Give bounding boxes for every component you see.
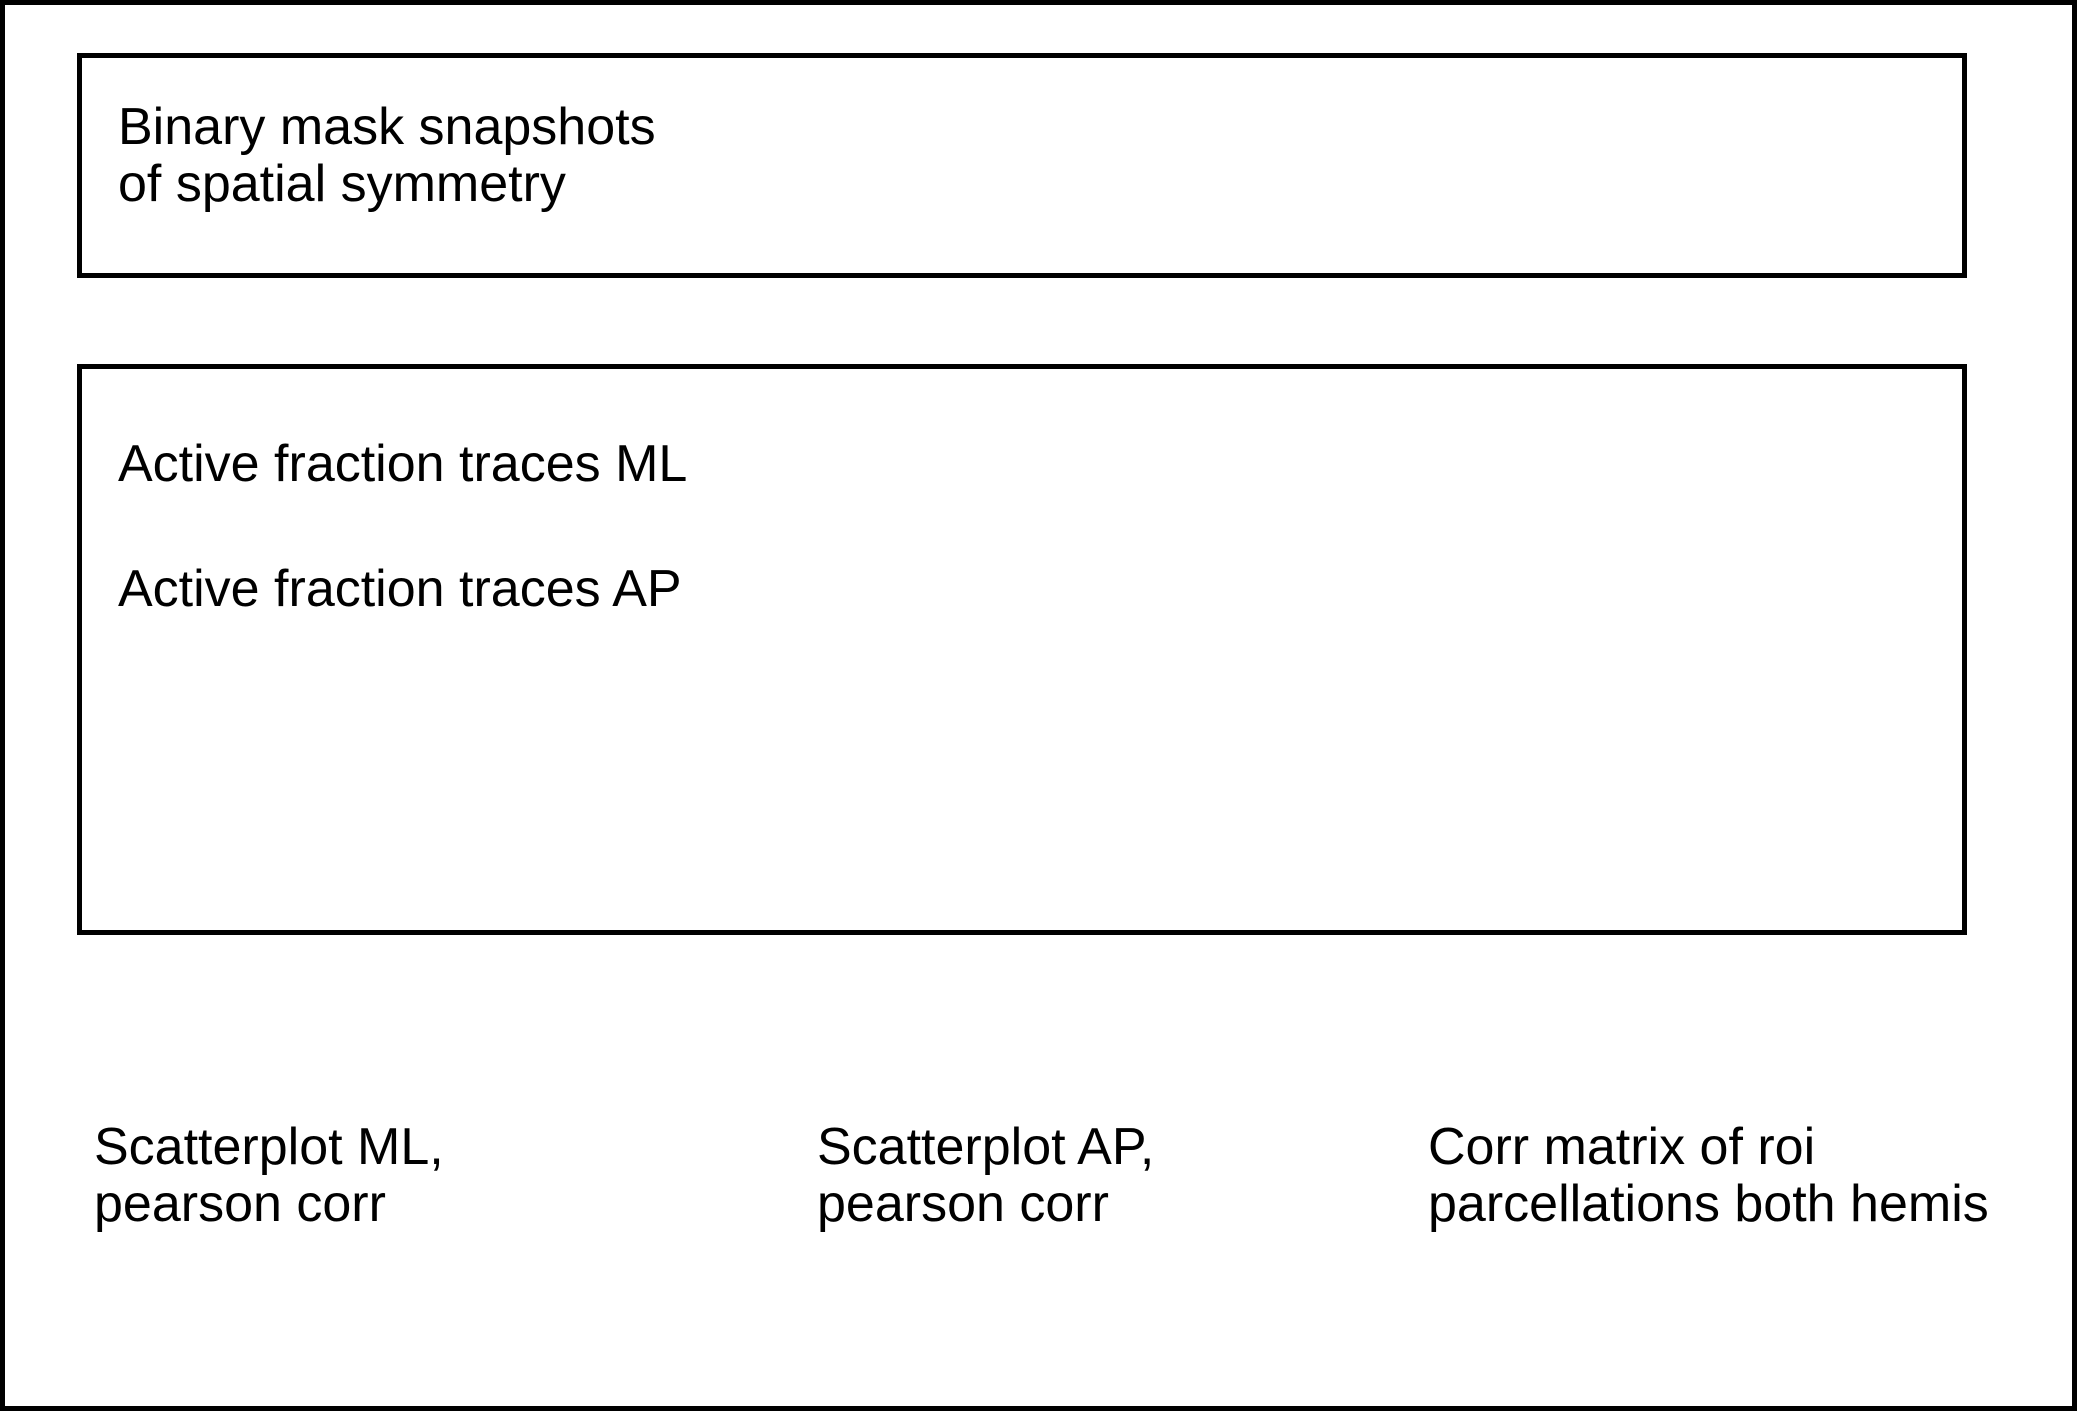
corr-matrix-label-line1: Corr matrix of roi <box>1428 1118 1816 1176</box>
corr-matrix-label <box>1428 1119 1989 1233</box>
corr-matrix-label-line2: parcellations both hemis <box>1428 1175 1989 1233</box>
active-fraction-traces-ap-label: Active fraction traces AP <box>118 560 682 618</box>
scatterplot-ml-label <box>94 1119 444 1233</box>
scatterplot-ap-label-line1: Scatterplot AP, <box>817 1118 1155 1176</box>
scatterplot-ap-label-line2: pearson corr <box>817 1175 1109 1233</box>
scatterplot-ml-label-line2: pearson corr <box>94 1175 386 1233</box>
scatterplot-ml-label-line1: Scatterplot ML, <box>94 1118 444 1176</box>
binary-mask-label-line1: Binary mask snapshots <box>118 98 656 156</box>
active-fraction-traces-ml-label: Active fraction traces ML <box>118 435 688 493</box>
binary-mask-panel-label <box>118 99 656 213</box>
scatterplot-ap-label <box>817 1119 1154 1233</box>
binary-mask-label-line2: of spatial symmetry <box>118 155 566 213</box>
